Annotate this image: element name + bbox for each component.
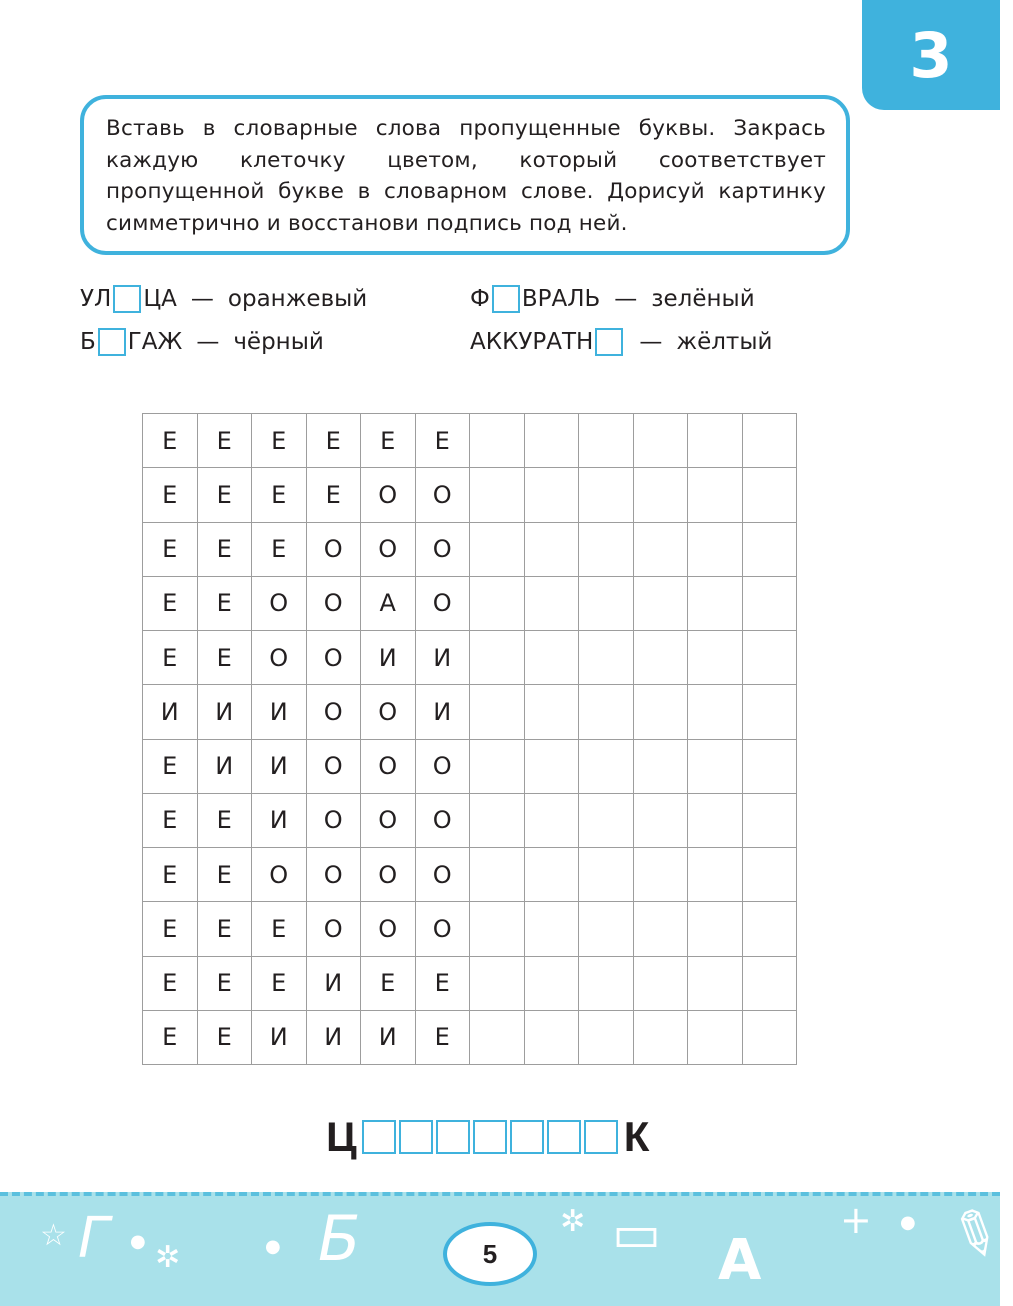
grid-cell[interactable]: О [306,631,361,685]
grid-cell[interactable]: О [361,848,416,902]
word-prefix: Б [80,329,96,355]
grid-cell[interactable] [688,576,743,630]
grid-cell[interactable]: Е [252,902,307,956]
grid-cell[interactable]: Е [197,468,252,522]
grid-row [143,468,797,522]
grid-row [143,685,797,739]
missing-letter-box[interactable] [595,328,623,356]
grid-cell[interactable] [579,414,634,468]
grid-cell[interactable]: Е [197,522,252,576]
grid-row [143,739,797,793]
grid-cell[interactable]: И [306,956,361,1010]
grid-cell[interactable] [633,522,688,576]
grid-cell[interactable] [633,956,688,1010]
grid-cell[interactable]: О [361,793,416,847]
grid-cell[interactable]: И [197,739,252,793]
page-number: 5 [443,1222,537,1286]
grid-cell[interactable]: О [361,902,416,956]
grid-cell[interactable]: Е [197,902,252,956]
grid-cell[interactable] [688,1010,743,1064]
instructions-text: Вставь в словарные слова пропущенные буквы. Закрась каждую клеточку цветом, который соответствует пропущенной букве в словарном слове. Дорисуй картинку симметрично и восстанови подпись под ней. [106,116,826,236]
grid-cell[interactable]: Е [143,793,198,847]
grid-cell[interactable]: Е [252,956,307,1010]
dot-icon: ● [900,1212,916,1233]
grid-row [143,414,797,468]
grid-cell[interactable]: Е [197,793,252,847]
snowflake-icon: ✲ [155,1240,181,1275]
grid-cell[interactable]: Е [143,1010,198,1064]
grid-cell[interactable]: Е [197,956,252,1010]
grid-cell[interactable]: Е [197,631,252,685]
grid-cell[interactable]: Е [197,414,252,468]
grid-cell[interactable]: О [415,848,470,902]
grid-cell[interactable]: И [361,631,416,685]
grid-cell[interactable] [470,902,525,956]
grid-cell[interactable] [470,522,525,576]
word-suffix: ГАЖ [127,329,183,355]
grid-cell[interactable]: Е [143,739,198,793]
dot-icon: ● [130,1231,146,1252]
grid-cell[interactable]: О [252,631,307,685]
grid-cell[interactable]: Е [143,522,198,576]
grid-cell[interactable] [524,576,579,630]
grid-cell[interactable] [579,848,634,902]
grid-cell[interactable] [688,902,743,956]
grid-cell[interactable]: И [415,685,470,739]
grid-cell[interactable] [579,793,634,847]
dash: — [639,329,663,355]
grid-cell[interactable] [742,902,797,956]
grid-cell[interactable]: Е [306,414,361,468]
grid-cell[interactable] [579,522,634,576]
grid-cell[interactable] [524,739,579,793]
grid-cell[interactable] [633,793,688,847]
caption-letter-box[interactable] [362,1120,396,1154]
grid-cell[interactable] [579,468,634,522]
grid-cell[interactable] [524,414,579,468]
dot-icon: ● [265,1236,281,1257]
grid-cell[interactable]: Е [252,468,307,522]
caption-letter-box[interactable] [473,1120,507,1154]
dash: — [190,286,214,312]
grid-row [143,793,797,847]
color-label: зелёный [651,286,755,312]
grid-cell[interactable] [688,739,743,793]
grid-cell[interactable]: О [306,902,361,956]
grid-cell[interactable]: Е [143,848,198,902]
word-item-akkuratno [470,328,772,356]
word-prefix: УЛ [80,286,112,312]
grid-cell[interactable] [579,739,634,793]
dash: — [196,329,220,355]
missing-letter-box[interactable] [98,328,126,356]
grid-cell[interactable] [524,631,579,685]
color-label: чёрный [233,329,324,355]
grid-cell[interactable] [470,956,525,1010]
grid-row [143,902,797,956]
grid-cell[interactable]: О [361,685,416,739]
grid-cell[interactable] [470,793,525,847]
word-item-bagazh [80,328,324,356]
grid-cell[interactable]: Е [197,848,252,902]
grid-cell[interactable]: Е [252,522,307,576]
grid-cell[interactable]: И [306,1010,361,1064]
grid-cell[interactable] [633,902,688,956]
grid-cell[interactable]: А [361,576,416,630]
grid-cell[interactable] [688,631,743,685]
grid-cell[interactable]: О [306,685,361,739]
grid-cell[interactable]: Е [361,956,416,1010]
caption-first-letter: Ц [326,1113,357,1160]
grid-cell[interactable]: Е [197,576,252,630]
grid-cell[interactable] [742,793,797,847]
color-label: оранжевый [227,286,368,312]
word-prefix: Ф [470,286,490,312]
grid-cell[interactable] [470,739,525,793]
grid-cell[interactable] [470,468,525,522]
word-prefix: АККУРАТН [470,329,594,355]
grid-cell[interactable]: И [252,1010,307,1064]
grid-cell[interactable] [688,848,743,902]
pencil-icon: ✎ [937,1192,1013,1278]
grid-cell[interactable]: О [361,739,416,793]
grid-row [143,631,797,685]
unit-number-tab: 3 [862,0,1000,110]
snowflake-icon: ✲ [560,1204,586,1239]
grid-cell[interactable] [688,956,743,1010]
grid-cell[interactable]: Е [143,631,198,685]
grid-cell[interactable]: О [415,522,470,576]
word-item-ulitsa [80,285,367,313]
grid-cell[interactable]: И [252,739,307,793]
grid-cell[interactable] [524,522,579,576]
grid-cell[interactable] [742,1010,797,1064]
grid-cell[interactable]: О [415,468,470,522]
grid-cell[interactable]: И [143,685,198,739]
grid-cell[interactable] [742,739,797,793]
grid-cell[interactable] [579,956,634,1010]
grid-cell[interactable] [633,576,688,630]
grid-cell[interactable]: Е [415,414,470,468]
grid-cell[interactable]: Е [361,414,416,468]
grid-cell[interactable] [579,685,634,739]
grid-cell[interactable] [524,956,579,1010]
grid-cell[interactable]: О [361,522,416,576]
grid-cell[interactable] [633,414,688,468]
grid-cell[interactable]: И [252,793,307,847]
grid-cell[interactable]: О [306,793,361,847]
grid-cell[interactable] [470,631,525,685]
caption-blanks [361,1120,620,1154]
star-icon: ☆ [40,1218,67,1253]
missing-letter-box[interactable] [492,285,520,313]
grid-cell[interactable] [470,685,525,739]
color-label: жёлтый [676,329,773,355]
grid-cell[interactable] [524,1010,579,1064]
grid-cell[interactable] [742,848,797,902]
grid-cell[interactable]: О [252,848,307,902]
grid-cell[interactable] [633,468,688,522]
instructions-box [80,95,850,255]
grid-cell[interactable]: И [361,1010,416,1064]
grid-cell[interactable]: Е [415,956,470,1010]
missing-letter-box[interactable] [113,285,141,313]
grid-cell[interactable]: О [252,576,307,630]
grid-row [143,956,797,1010]
grid-cell[interactable] [470,848,525,902]
grid-cell[interactable] [633,1010,688,1064]
grid-row [143,1010,797,1064]
grid-cell[interactable] [579,576,634,630]
grid-cell[interactable] [633,739,688,793]
word-suffix: ВРАЛЬ [521,286,601,312]
grid-row [143,848,797,902]
caption-last-letter: К [623,1113,650,1160]
word-suffix: ЦА [143,286,177,312]
grid-cell[interactable]: О [306,522,361,576]
caption-letter-box[interactable] [547,1120,581,1154]
grid-cell[interactable] [524,848,579,902]
grid-cell[interactable]: О [361,468,416,522]
grid-cell[interactable] [579,1010,634,1064]
grid-cell[interactable] [688,685,743,739]
dash: — [614,286,638,312]
grid-cell[interactable]: Е [143,576,198,630]
grid-cell[interactable]: И [252,685,307,739]
grid-row [143,576,797,630]
grid-cell[interactable]: Е [197,1010,252,1064]
grid-cell[interactable]: О [306,739,361,793]
caption-letter-box[interactable] [510,1120,544,1154]
grid-cell[interactable]: Е [143,468,198,522]
grid-cell[interactable]: И [197,685,252,739]
grid-cell[interactable]: О [415,793,470,847]
grid-cell[interactable]: Е [252,414,307,468]
grid-cell[interactable] [688,414,743,468]
grid-cell[interactable]: Е [143,902,198,956]
grid-cell[interactable]: О [415,739,470,793]
caption-letter-box[interactable] [436,1120,470,1154]
book-icon: ▭ [612,1204,662,1264]
grid-cell[interactable] [524,468,579,522]
grid-cell[interactable] [742,631,797,685]
grid-row [143,522,797,576]
grid-cell[interactable] [633,848,688,902]
caption-puzzle [326,1112,649,1162]
caption-letter-box[interactable] [399,1120,433,1154]
grid-cell[interactable] [688,522,743,576]
grid-cell[interactable] [470,414,525,468]
grid-cell[interactable] [688,793,743,847]
plus-icon: + [840,1198,872,1242]
grid-cell[interactable] [524,685,579,739]
grid-cell[interactable]: О [306,576,361,630]
grid-cell[interactable]: И [415,631,470,685]
letter-a-icon: А [718,1228,762,1293]
caption-letter-box[interactable] [584,1120,618,1154]
grid-cell[interactable] [470,1010,525,1064]
grid-cell[interactable] [633,685,688,739]
letter-g-icon: Г [78,1206,110,1271]
grid-cell[interactable] [524,902,579,956]
grid-cell[interactable]: О [415,576,470,630]
grid-cell[interactable] [742,685,797,739]
grid-cell[interactable]: Е [143,414,198,468]
grid-cell[interactable]: Е [306,468,361,522]
grid-cell[interactable] [742,522,797,576]
grid-cell[interactable]: Е [415,1010,470,1064]
grid-cell[interactable]: Е [143,956,198,1010]
word-item-fevral [470,285,755,313]
grid-cell[interactable] [579,902,634,956]
grid-cell[interactable] [742,956,797,1010]
grid-cell[interactable] [633,631,688,685]
coloring-grid [142,413,797,1065]
grid-cell[interactable] [742,468,797,522]
letter-b-icon: Б [318,1202,361,1275]
grid-cell[interactable] [470,576,525,630]
grid-cell[interactable] [688,468,743,522]
grid-cell[interactable] [742,576,797,630]
grid-cell[interactable] [524,793,579,847]
grid-cell[interactable] [579,631,634,685]
grid-cell[interactable]: О [415,902,470,956]
grid-cell[interactable]: О [306,848,361,902]
grid-cell[interactable] [742,414,797,468]
